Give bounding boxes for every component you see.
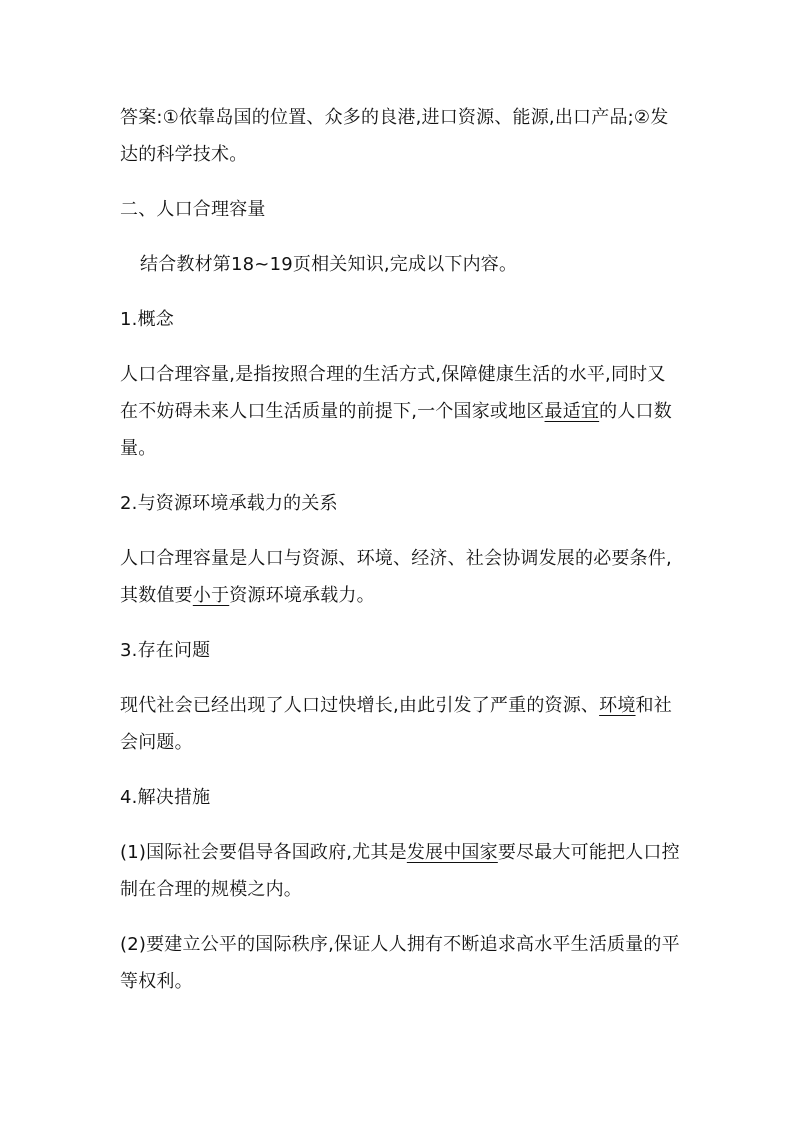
- section-intro: 结合教材第18~19页相关知识,完成以下内容。: [140, 254, 518, 275]
- relation-answer-blank: 小于: [192, 585, 230, 606]
- concept-paragraph: [120, 356, 680, 467]
- concept-text-before: 人口合理容量,是指按照合理的生活方式,保障健康生活的水平,同时又在不妨碍未来人口生活质量的前提下,一个国家或地区: [120, 364, 666, 422]
- problem-text-after: 和社会问题。: [120, 695, 672, 753]
- measures-item-1-answer-blank: 发展中国家: [406, 842, 498, 863]
- relation-paragraph: [120, 540, 680, 614]
- measures-item-1-before: (1)国际社会要倡导各国政府,尤其是: [120, 842, 407, 863]
- relation-heading: 2.与资源环境承载力的关系: [120, 493, 338, 514]
- concept-text-after: 的人口数量。: [120, 401, 672, 459]
- problem-heading: 3.存在问题: [120, 640, 211, 661]
- relation-text-before: 人口合理容量是人口与资源、环境、经济、社会协调发展的必要条件,其数值要: [120, 548, 672, 606]
- section-title: 二、人口合理容量: [120, 199, 266, 220]
- problem-paragraph: [120, 687, 680, 761]
- measures-item-1: [120, 834, 680, 908]
- concept-heading: 1.概念: [120, 309, 174, 330]
- answer-paragraph: 答案:①依靠岛国的位置、众多的良港,进口资源、能源,出口产品;②发达的科学技术。: [120, 107, 669, 165]
- concept-answer-blank: 最适宜: [544, 401, 600, 422]
- document-body: [120, 99, 680, 1018]
- problem-text-before: 现代社会已经出现了人口过快增长,由此引发了严重的资源、: [120, 695, 600, 716]
- relation-text-after: 资源环境承载力。: [229, 585, 375, 606]
- measures-item-1-after: 要尽最大可能把人口控制在合理的规模之内。: [120, 842, 680, 900]
- problem-answer-blank: 环境: [599, 695, 636, 716]
- measures-item-2: (2)要建立公平的国际秩序,保证人人拥有不断追求高水平生活质量的平等权利。: [120, 934, 680, 992]
- measures-heading: 4.解决措施: [120, 787, 211, 808]
